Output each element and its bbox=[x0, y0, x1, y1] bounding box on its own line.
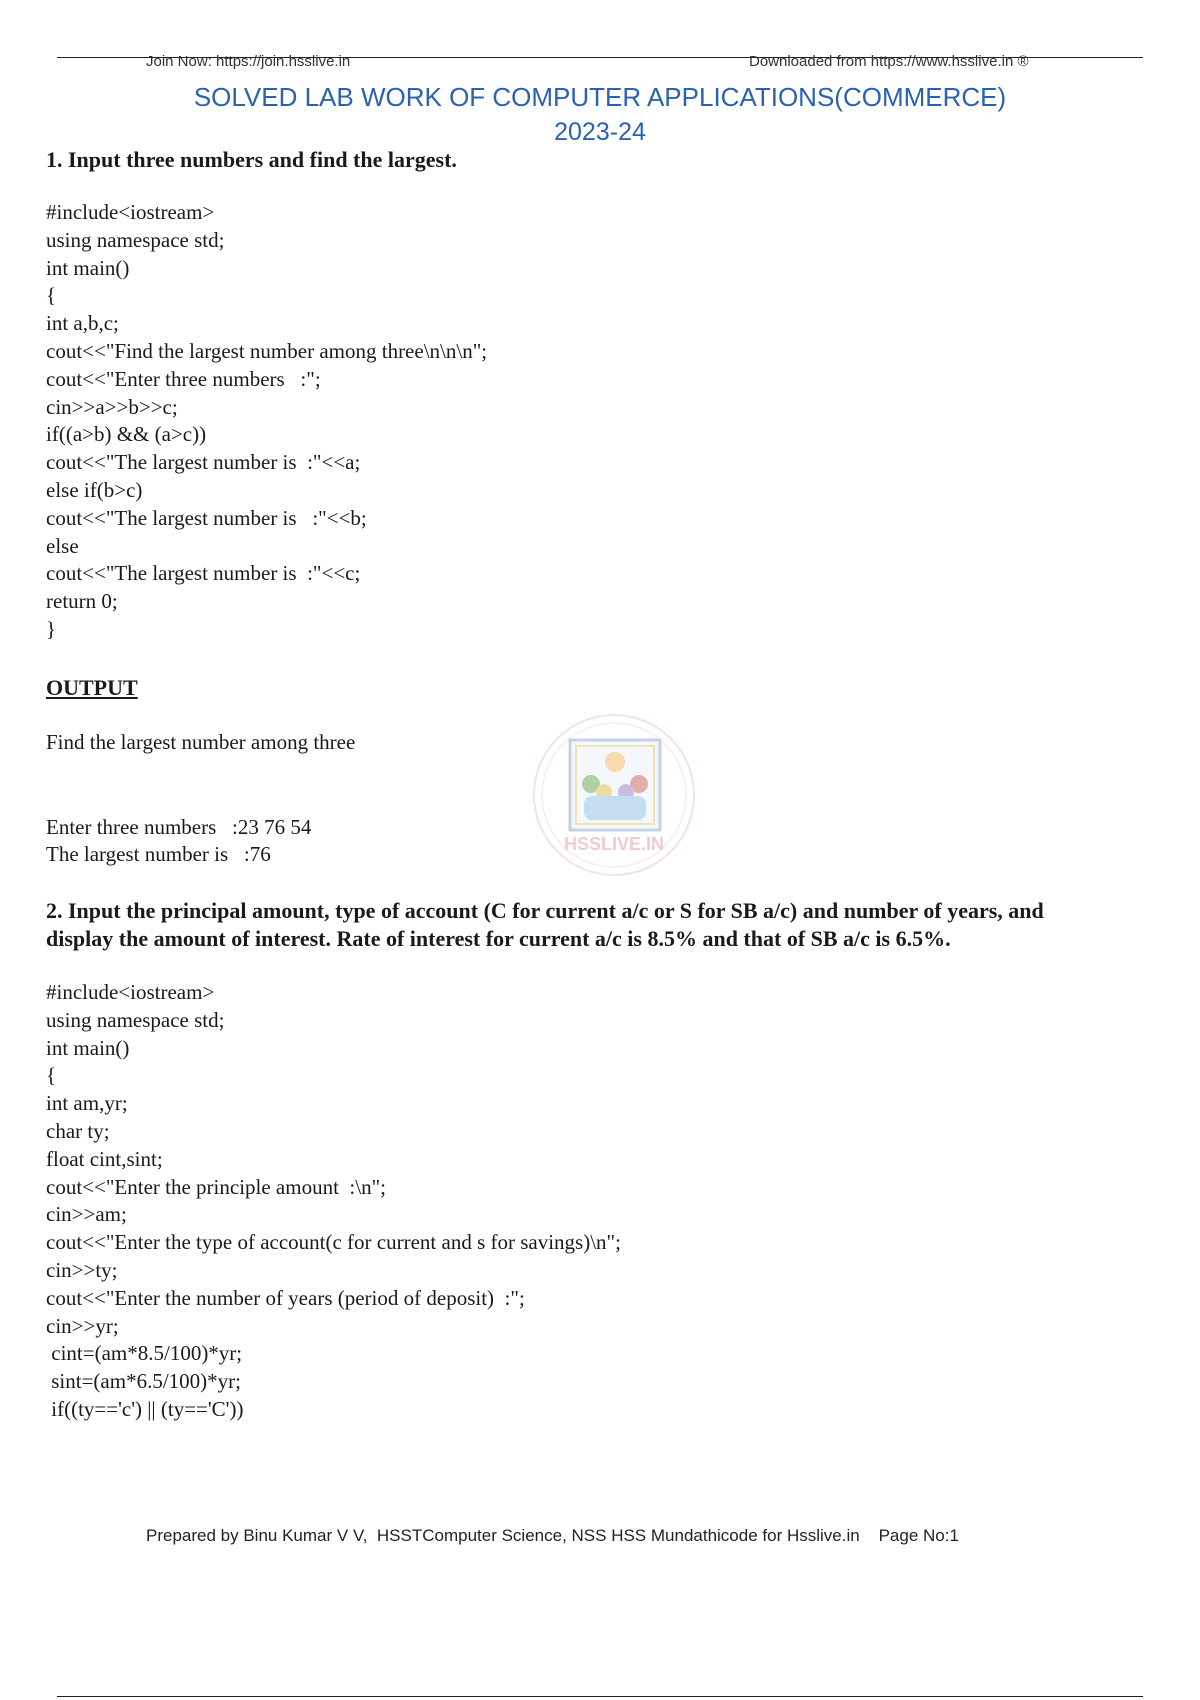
question1-code-line: cout<<"The largest number is :"<<a; bbox=[46, 450, 361, 475]
question2-code-line: #include<iostream> bbox=[46, 980, 215, 1004]
question2-code-line: if((ty=='c') || (ty=='C')) bbox=[46, 1396, 244, 1421]
question2-code-block bbox=[46, 979, 621, 1424]
page-title: SOLVED LAB WORK OF COMPUTER APPLICATIONS(COMMERCE) bbox=[193, 82, 1007, 112]
page-subtitle-year: 2023-24 bbox=[554, 118, 646, 146]
question2-code-line: int am,yr; bbox=[46, 1091, 128, 1116]
question1-code-line: cout<<"The largest number is :"<<c; bbox=[46, 561, 361, 586]
output-label: OUTPUT bbox=[46, 675, 138, 700]
question1-code-line: using namespace std; bbox=[46, 227, 225, 252]
question2-heading-line1: 2. Input the principal amount, type of account (C for current a/c or S for SB a/c) and number of years, and bbox=[46, 898, 1044, 923]
question1-code-line: else bbox=[46, 533, 79, 558]
question2-code-line: cout<<"Enter the number of years (period of deposit) :"; bbox=[46, 1285, 525, 1310]
question1-code-line: cin>>a>>b>>c; bbox=[46, 394, 178, 419]
page-footer: Prepared by Binu Kumar V V, HSSTComputer Science, NSS HSS Mundathicode for Hsslive.in Page No:1 bbox=[146, 1526, 959, 1545]
question1-heading: 1. Input three numbers and find the largest. bbox=[46, 147, 457, 172]
question1-code-line: int main() bbox=[46, 255, 130, 280]
question1-code-line: } bbox=[46, 616, 57, 641]
question1-code-line: if((a>b) && (a>c)) bbox=[46, 422, 207, 447]
footer-rule bbox=[57, 1696, 1143, 1697]
watermark-text: HSSLIVE.IN bbox=[563, 834, 665, 854]
question1-code-line: int a,b,c; bbox=[46, 311, 119, 336]
question1-code-line: { bbox=[46, 283, 57, 308]
question2-code-line: char ty; bbox=[46, 1118, 110, 1143]
question1-code-block bbox=[46, 199, 487, 644]
question1-code-line: cout<<"Find the largest number among three\n\n\n"; bbox=[46, 338, 488, 363]
question2-code-line: cout<<"Enter the principle amount :\n"; bbox=[46, 1174, 386, 1199]
watermark-icon bbox=[524, 710, 704, 880]
output-line-1: Find the largest number among three bbox=[46, 730, 356, 754]
question2-code-line: cin>>am; bbox=[46, 1202, 127, 1227]
question1-code-line: #include<iostream> bbox=[46, 200, 215, 224]
output-line-2: Enter three numbers :23 76 54 bbox=[46, 815, 312, 839]
question2-code-line: float cint,sint; bbox=[46, 1146, 163, 1171]
question1-code-line: cout<<"Enter three numbers :"; bbox=[46, 366, 321, 391]
question2-code-line: cin>>ty; bbox=[46, 1257, 118, 1282]
question1-code-line: cout<<"The largest number is :"<<b; bbox=[46, 505, 367, 530]
question2-code-line: cint=(am*8.5/100)*yr; bbox=[46, 1341, 243, 1366]
question2-code-line: sint=(am*6.5/100)*yr; bbox=[46, 1369, 241, 1394]
question2-code-line: cout<<"Enter the type of account(c for current and s for savings)\n"; bbox=[46, 1230, 621, 1255]
question2-code-line: using namespace std; bbox=[46, 1007, 225, 1032]
header-join-link[interactable]: Join Now: https://join.hsslive.in bbox=[146, 53, 351, 70]
question2-heading-line2: display the amount of interest. Rate of interest for current a/c is 8.5% and that of SB a/c is 6.5%. bbox=[46, 926, 951, 951]
question1-code-line: else if(b>c) bbox=[46, 477, 143, 502]
output-line-3: The largest number is :76 bbox=[46, 842, 271, 866]
question2-code-line: { bbox=[46, 1063, 57, 1088]
question2-code-line: int main() bbox=[46, 1035, 130, 1060]
question1-code-line: return 0; bbox=[46, 589, 118, 614]
question2-code-line: cin>>yr; bbox=[46, 1313, 119, 1338]
header-download-link[interactable]: Downloaded from https://www.hsslive.in ® bbox=[749, 53, 1029, 70]
hsslive-watermark-logo bbox=[524, 710, 704, 880]
